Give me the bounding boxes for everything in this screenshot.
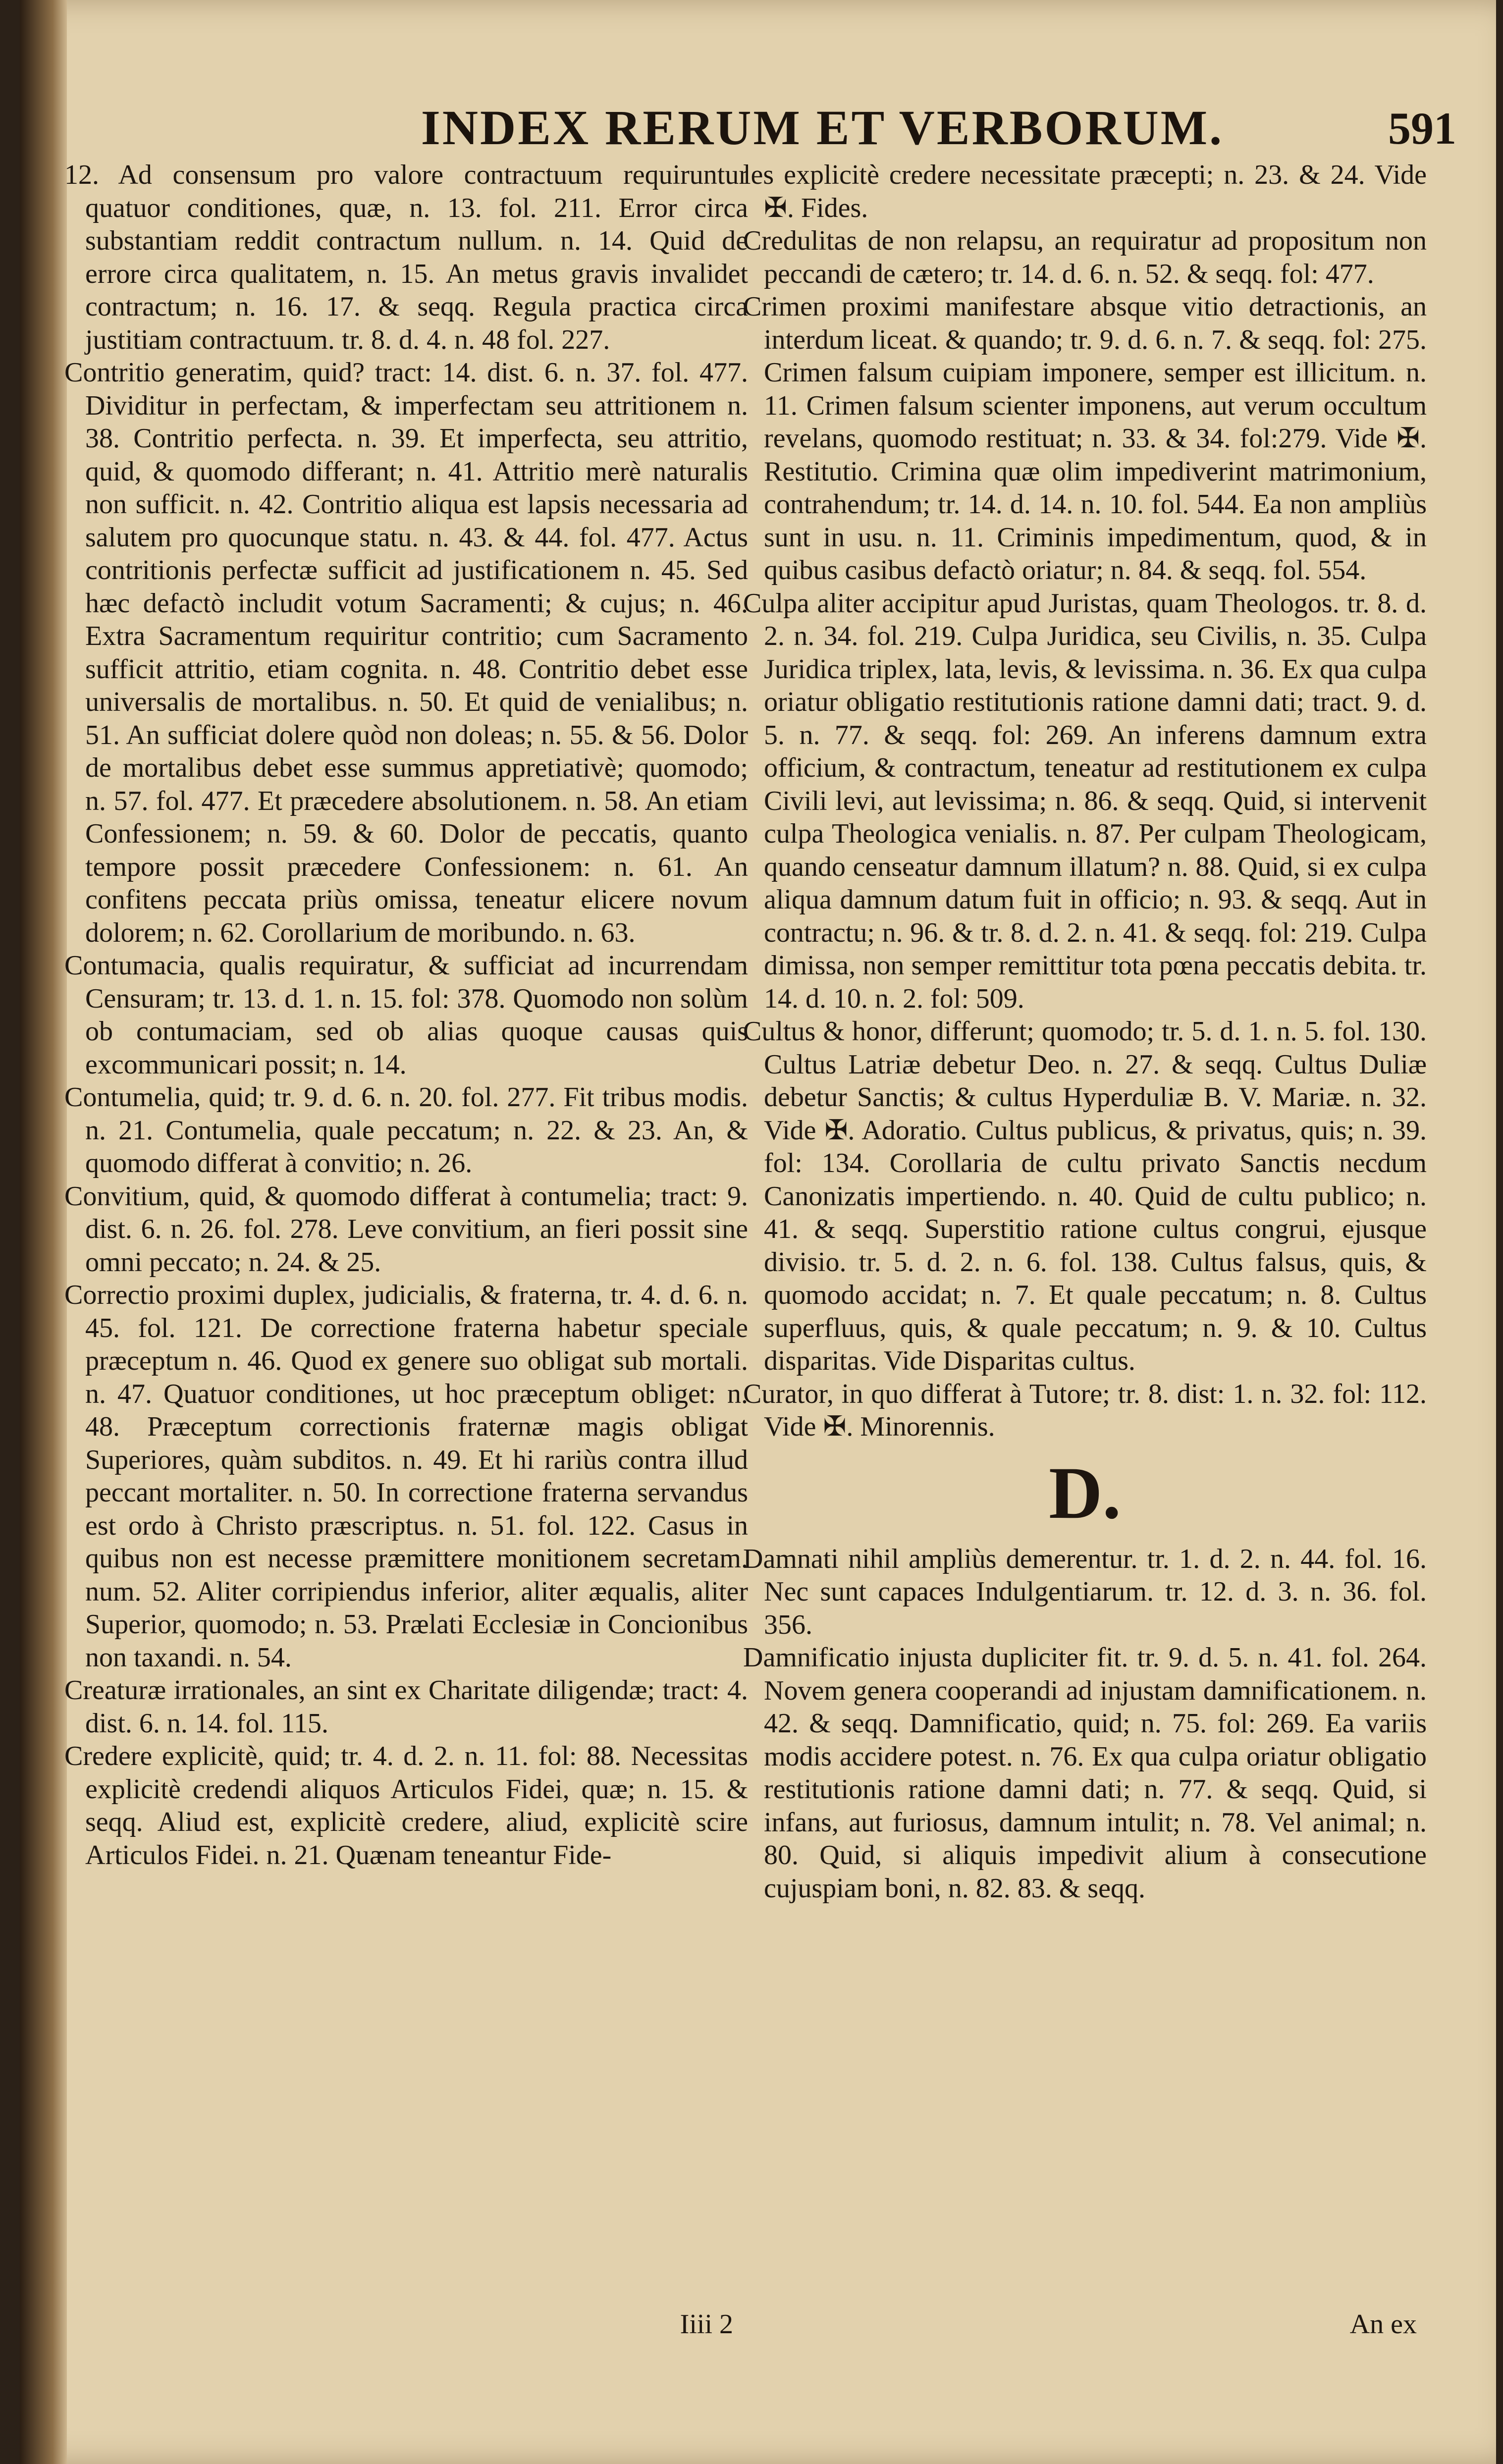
index-entry: les explicitè credere necessitate præcepti; n. 23. & 24. Vide ✠. Fides. [743, 160, 1427, 223]
right-column [743, 159, 1427, 2398]
index-entry: Cultus & honor, differunt; quomodo; tr. 5. d. 1. n. 5. fol. 130. Cultus Latriæ debetur Deo. n. 27. & seqq. Cultus Duliæ debetur Sanctis; & cultus Hyperduliæ B. V. Mariæ. n. 32. Vide ✠. Adoratio. Cultus publicus, & privatus, quis; n. 39. fol: 134. Corollaria de cultu privato Sanctis necdum Canonizatis impertiendo. n. 40. Quid de cultu publico; n. 41. & seqq. Superstitio ratione cultus congrui, ejusque divisio. tr. 5. d. 2. n. 6. fol. 138. Cultus falsus, quis, & quomodo accidat; n. 7. Et quale peccatum; n. 8. Cultus superfluus, quis, & quale peccatum; n. 9. & 10. Cultus disparitas. Vide Disparitas cultus. [743, 1016, 1427, 1376]
index-entry: Contumelia, quid; tr. 9. d. 6. n. 20. fol. 277. Fit tribus modis. n. 21. Contumelia, quale peccatum; n. 22. & 23. An, & quomodo differat à convitio; n. 26. [64, 1082, 748, 1178]
index-entry: Culpa aliter accipitur apud Juristas, quam Theologos. tr. 8. d. 2. n. 34. fol. 219. Culpa Juridica, seu Civilis, n. 35. Culpa Juridica triplex, lata, levis, & levissima. n. 36. Ex qua culpa oriatur obligatio restitutionis ratione damni dati; tract. 9. d. 5. n. 77. & seqq. fol: 269. An inferens damnum extra officium, & contractum, teneatur ad restitutionem ex culpa Civili levi, aut levissima; n. 86. & seqq. Quid, si intervenit culpa Theologica venialis. n. 87. Per culpam Theologicam, quando censeatur damnum illatum? n. 88. Quid, si ex culpa aliqua damnum datum fuit in officio; n. 93. & seqq. Aut in contractu; n. 96. & tr. 8. d. 2. n. 41. & seqq. fol: 219. Culpa dimissa, non semper remittitur tota pœna peccatis debita. tr. 14. d. 10. n. 2. fol: 509. [743, 588, 1427, 1014]
book-spine [20, 0, 67, 2464]
index-entry: Correctio proximi duplex, judicialis, & fraterna, tr. 4. d. 6. n. 45. fol. 121. De correctione fraterna habetur speciale præceptum n. 46. Quod ex genere suo obligat sub mortali. n. 47. Quatuor conditiones, ut hoc præceptum obliget: n. 48. Præceptum correctionis fraternæ magis obligat Superiores, quàm subditos. n. 49. Et hi rariùs contra illud peccant mortaliter. n. 50. In correctione fraterna servandus est ordo à Christo præscriptus. n. 51. fol. 122. Casus in quibus non est necesse præmittere monitionem secretam. num. 52. Aliter corripiendus inferior, aliter æqualis, aliter Superior, quomodo; n. 53. Prælati Ecclesiæ in Concionibus non taxandi. n. 54. [64, 1280, 748, 1673]
page-header [188, 99, 1456, 159]
index-entry: Damnificatio injusta dupliciter fit. tr. 9. d. 5. n. 41. fol. 264. Novem genera cooperandi ad injustam damnificationem. n. 42. & seqq. Damnificatio, quid; n. 75. fol: 269. Ea variis modis accidere potest. n. 76. Ex qua culpa oriatur obligatio restitutionis ratione damni dati; n. 77. & seqq. Quid, si infans, aut furiosus, damnum intulit; n. 78. Vel animal; n. 80. Quid, si aliquis impedivit alium à consecutione cujuspiam boni, n. 82. 83. & seqq. [743, 1642, 1427, 1904]
signature-mark: Iiii 2 [680, 2309, 733, 2340]
index-entry: Credere explicitè, quid; tr. 4. d. 2. n. 11. fol: 88. Necessitas explicitè credendi aliquos Articulos Fidei, quæ; n. 15. & seqq. Aliud est, explicitè credere, aliud, explicitè scire Articulos Fidei. n. 21. Quænam teneantur Fide- [64, 1741, 748, 1871]
index-entry: Convitium, quid, & quomodo differat à contumelia; tract: 9. dist. 6. n. 26. fol. 278. Leve convitium, an fieri possit sine omni peccato; n. 24. & 25. [64, 1180, 748, 1278]
index-entry: 12. Ad consensum pro valore contractuum requiruntur quatuor conditiones, quæ, n. 13. fol. 211. Error circa substantiam reddit contractum nullum. n. 14. Quid de errore circa qualitatem, n. 15. An metus gravis invalidet contractum; n. 16. 17. & seqq. Regula practica circa justitiam contractuum. tr. 8. d. 4. n. 48 fol. 227. [64, 160, 748, 355]
index-entry: Contritio generatim, quid? tract: 14. dist. 6. n. 37. fol. 477. Dividitur in perfectam, & imperfectam seu attritionem n. 38. Contritio perfecta. n. 39. Et imperfecta, seu attritio, quid, & quomodo differant; n. 41. Attritio merè naturalis non sufficit. n. 42. Contritio aliqua est lapsis necessaria ad salutem pro quocunque statu. n. 43. & 44. fol. 477. Actus contritionis perfectæ sufficit ad justificationem n. 45. Sed hæc defactò includit votum Sacramenti; & cujus; n. 46. Extra Sacramentum requiritur contritio; cum Sacramento sufficit attritio, etiam cognita. n. 48. Contritio debet esse universalis de mortalibus. n. 50. Et quid de venialibus; n. 51. An sufficiat dolere quòd non doleas; n. 55. & 56. Dolor de mortalibus debet esse summus appretiativè; quomodo; n. 57. fol. 477. Et præcedere absolutionem. n. 58. An etiam Confessionem; n. 59. & 60. Dolor de peccatis, quanto tempore possit præcedere Confessionem: n. 61. An confitens peccata priùs omissa, teneatur elicere novum dolorem; n. 62. Corollarium de moribundo. n. 63. [64, 357, 748, 948]
left-column [64, 159, 748, 2398]
index-entry: Contumacia, qualis requiratur, & sufficiat ad incurrendam Censuram; tr. 13. d. 1. n. 15. fol: 378. Quomodo non solùm ob contumaciam, sed ob alias quoque causas quis excommunicari possit; n. 14. [64, 950, 748, 1080]
running-title: INDEX RERUM ET VERBORUM. [421, 100, 1224, 155]
index-entry: Curator, in quo differat à Tutore; tr. 8. dist: 1. n. 32. fol: 112. Vide ✠. Minorennis. [743, 1378, 1427, 1442]
page-number: 591 [1388, 103, 1456, 154]
index-entry: Creaturæ irrationales, an sint ex Charitate diligendæ; tract: 4. dist. 6. n. 14. fol. 115. [64, 1675, 748, 1739]
catchword: An ex [1349, 2309, 1417, 2340]
index-entry: Damnati nihil ampliùs demerentur. tr. 1. d. 2. n. 44. fol. 16. Nec sunt capaces Indulgentiarum. tr. 12. d. 3. n. 36. fol. 356. [743, 1543, 1427, 1640]
index-entry: Credulitas de non relapsu, an requiratur ad propositum non peccandi de cætero; tr. 14. d. 6. n. 52. & seqq. fol: 477. [743, 225, 1427, 289]
index-entry: Crimen proximi manifestare absque vitio detractionis, an interdum liceat. & quando; tr. 9. d. 6. n. 7. & seqq. fol: 275. Crimen falsum cuipiam imponere, semper est illicitum. n. 11. Crimen falsum scienter imponens, aut verum occultum revelans, quomodo restituat; n. 33. & 34. fol:279. Vide ✠. Restitutio. Crimina quæ olim impediverint matrimonium, contrahendum; tr. 14. d. 14. n. 10. fol. 544. Ea non ampliùs sunt in usu. n. 11. Criminis impedimentum, quod, & in quibus casibus defactò oriatur; n. 84. & seqq. fol. 554. [743, 291, 1427, 586]
section-letter: D. [1049, 1451, 1121, 1534]
book-page [20, 0, 1496, 2464]
